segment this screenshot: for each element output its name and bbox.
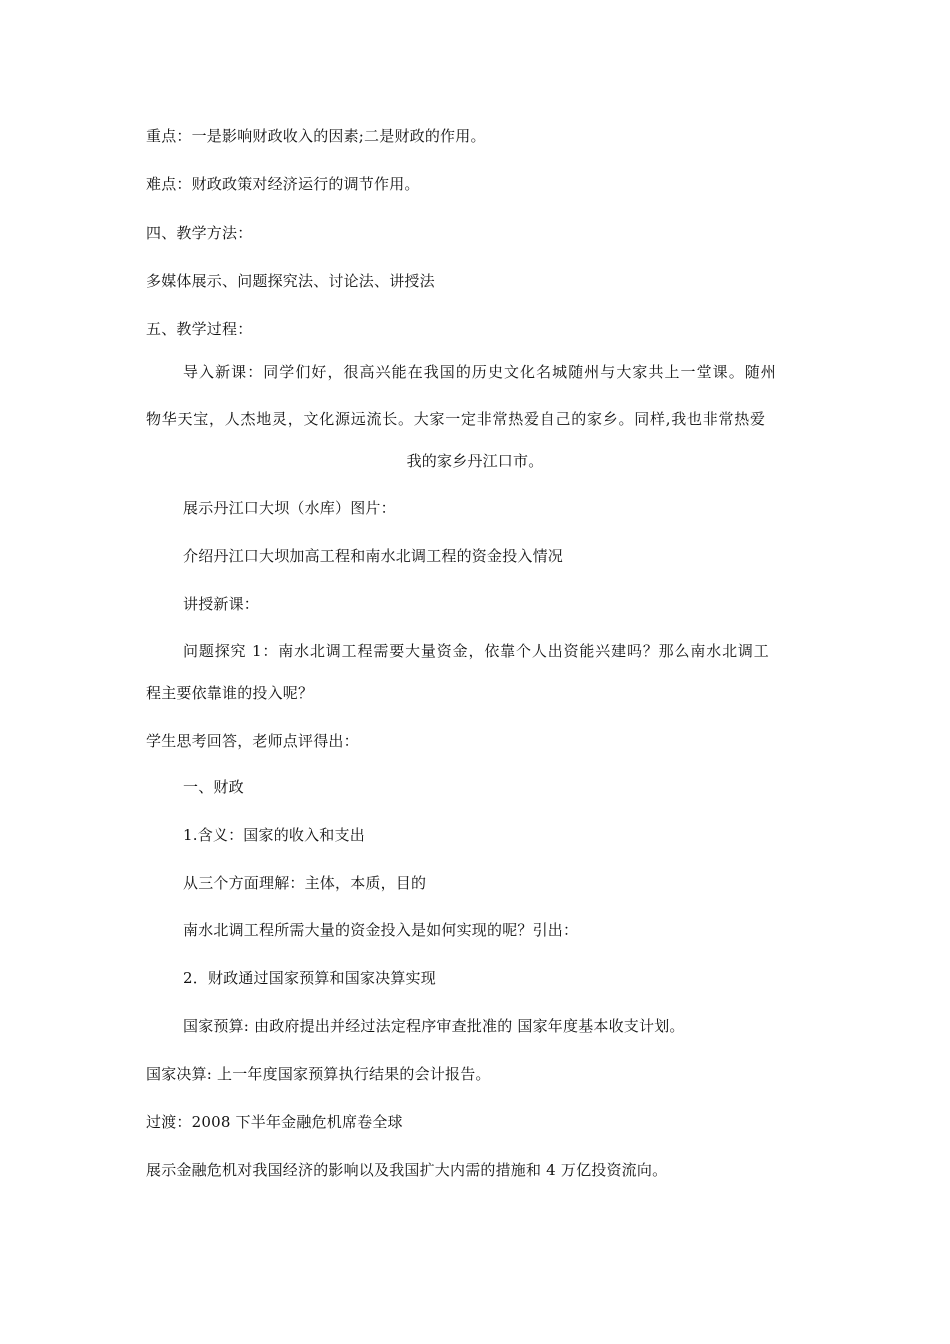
question-one-line-2: 程主要依靠谁的投入呢？	[146, 684, 314, 702]
definition-line: 1.含义：国家的收入和支出	[183, 826, 365, 844]
teach-new-lesson-line: 讲授新课：	[183, 595, 260, 613]
crisis-display-line: 展示金融危机对我国经济的影响以及我国扩大内需的措施和 4 万亿投资流向。	[146, 1161, 668, 1179]
introduce-project-line: 介绍丹江口大坝加高工程和南水北调工程的资金投入情况	[183, 547, 564, 565]
intro-paragraph-line-3: 我的家乡丹江口市。	[406, 452, 544, 470]
intro-paragraph-line-2: 物华天宝，人杰地灵，文化源远流长。大家一定非常热爱自己的家乡。同样,我也非常热爱	[146, 410, 766, 428]
question-one-line-1: 问题探究 1：南水北调工程需要大量资金，依靠个人出资能兴建吗？那么南水北调工	[183, 642, 770, 660]
transition-line: 过渡：2008 下半年金融危机席卷全球	[146, 1113, 403, 1131]
section-five-heading: 五、教学过程：	[146, 320, 253, 338]
student-answer-line: 学生思考回答，老师点评得出：	[146, 732, 359, 750]
three-aspects-line: 从三个方面理解：主体，本质，目的	[183, 874, 427, 892]
finance-heading: 一、财政	[183, 778, 244, 796]
difficult-points-line: 难点：财政政策对经济运行的调节作用。	[146, 175, 420, 193]
national-budget-line: 国家预算: 由政府提出并经过法定程序审查批准的 国家年度基本收支计划。	[183, 1017, 685, 1035]
teaching-methods-line: 多媒体展示、问题探究法、讨论法、讲授法	[146, 272, 435, 290]
intro-paragraph-line-1: 导入新课：同学们好，很高兴能在我国的历史文化名城随州与大家共上一堂课。随州	[183, 363, 777, 381]
funding-question-line: 南水北调工程所需大量的资金投入是如何实现的呢？引出：	[183, 921, 579, 939]
show-dam-line: 展示丹江口大坝（水库）图片：	[183, 499, 396, 517]
section-four-heading: 四、教学方法：	[146, 224, 253, 242]
budget-realization-line: 2．财政通过国家预算和国家决算实现	[183, 969, 436, 987]
key-points-line: 重点：一是影响财政收入的因素;二是财政的作用。	[146, 127, 486, 145]
national-final-accounts-line: 国家决算: 上一年度国家预算执行结果的会计报告。	[146, 1065, 491, 1083]
